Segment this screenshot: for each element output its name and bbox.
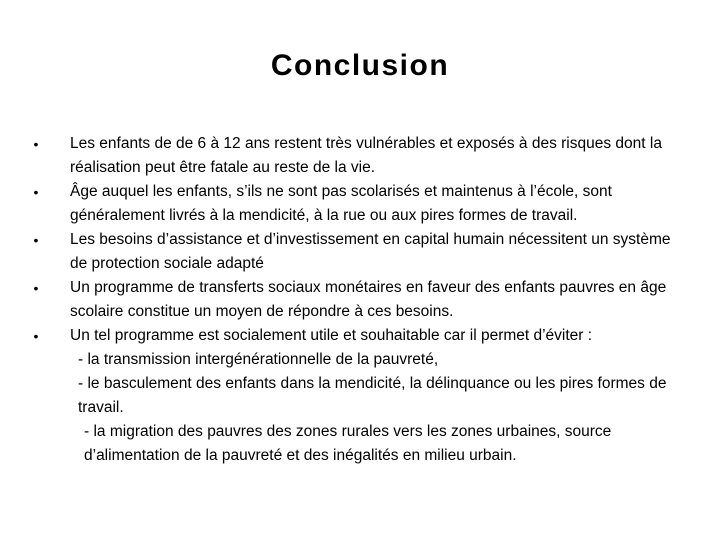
bullet-icon: • (33, 184, 39, 200)
bullet-text: Un programme de transferts sociaux monétaires en faveur des enfants pauvres en âge scolaire constitue un moyen de répondre à ces besoins. (70, 279, 667, 320)
sub-item-basculement: - le basculement des enfants dans la mendicité, la délinquance ou les pires formes de travail. (78, 375, 667, 416)
slide-title: Conclusion (270, 49, 450, 82)
list-item (30, 276, 690, 324)
bullet-text: Un tel programme est socialement utile et souhaitable car il permet d’éviter : (70, 327, 593, 344)
bullet-text: Les besoins d’assistance et d’investissement en capital humain nécessitent un système de protection sociale adapté (70, 231, 671, 272)
list-item (30, 324, 690, 468)
bullet-icon: • (33, 328, 39, 344)
bullet-icon: • (33, 136, 39, 152)
bullet-list (30, 132, 690, 468)
list-item (30, 180, 690, 228)
bullet-text: Les enfants de de 6 à 12 ans restent très vulnérables et exposés à des risques dont la réalisation peut être fatale au reste de la vie. (70, 135, 662, 176)
list-item (30, 228, 690, 276)
bullet-icon: • (33, 232, 39, 248)
sub-item-migration: - la migration des pauvres des zones rurales vers les zones urbaines, source d’alimentation de la pauvreté et des inégalités en milieu urbain. (84, 423, 612, 464)
list-item (30, 132, 690, 180)
sub-item-transmission: - la transmission intergénérationnelle de la pauvreté, (78, 351, 439, 368)
bullet-text: Âge auquel les enfants, s’ils ne sont pas scolarisés et maintenus à l’école, sont généralement livrés à la mendicité, à la rue ou aux pires formes de travail. (70, 183, 612, 224)
bullet-icon: • (33, 280, 39, 296)
